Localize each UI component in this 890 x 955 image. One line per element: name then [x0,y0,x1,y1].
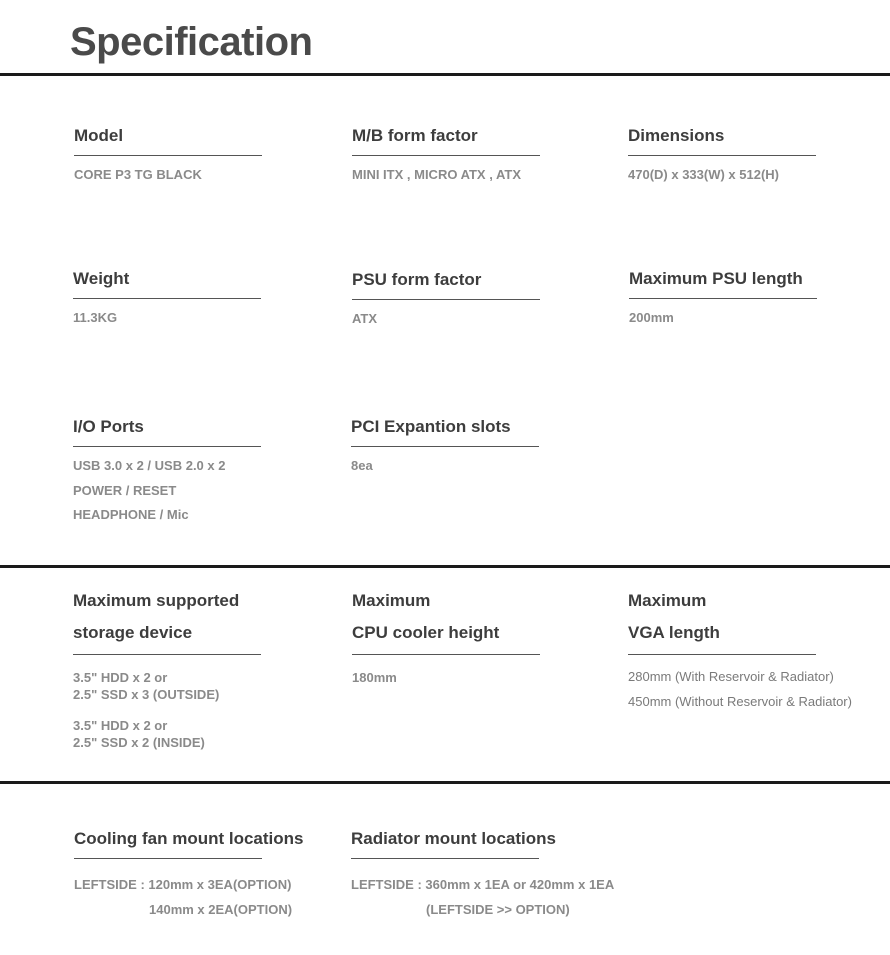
spec-label: VGA length [628,623,720,642]
label-underline [629,298,817,299]
label-underline [352,155,540,156]
spec-value: 450mm (Without Reservoir & Radiator) [628,693,852,709]
spec-value: 180mm [352,670,397,685]
spec-model [74,126,264,183]
spec-value: (LEFTSIDE >> OPTION) [426,901,570,917]
spec-label: PCI Expantion slots [351,417,511,436]
spec-value: 470(D) x 333(W) x 512(H) [628,167,779,182]
spec-value: USB 3.0 x 2 / USB 2.0 x 2 [73,458,226,473]
spec-max-psu-length [629,269,819,326]
label-underline [74,155,262,156]
spec-value: 3.5" HDD x 2 or [73,670,168,685]
spec-max-storage [73,585,263,751]
label-underline [628,654,816,655]
label-underline [351,446,539,447]
spec-max-cpu-cooler [352,585,542,686]
spec-mb-form-factor [352,126,542,183]
spec-pci-slots [351,417,541,474]
spec-weight [73,269,263,326]
label-underline [352,299,540,300]
spec-max-vga [628,585,852,714]
spec-psu-form-factor [352,270,542,327]
spec-value: CORE P3 TG BLACK [74,167,202,182]
spec-value: 11.3KG [73,310,118,325]
spec-value: LEFTSIDE : 360mm x 1EA or 420mm x 1EA [351,877,615,892]
label-underline [74,858,262,859]
label-underline [73,298,261,299]
spec-value: 2.5" SSD x 2 (INSIDE) [73,735,205,750]
spec-value: HEADPHONE / Mic [73,507,189,522]
spec-value: ATX [352,311,378,326]
spec-cooling-fan-mounts [74,829,304,922]
label-underline [73,654,261,655]
spec-dimensions [628,126,818,183]
spec-value: 140mm x 2EA(OPTION) [149,901,293,917]
spec-value: 8ea [351,458,373,473]
section-divider [0,781,890,784]
spec-label: M/B form factor [352,126,478,145]
spec-value: 200mm [629,310,674,325]
spec-label: PSU form factor [352,270,482,289]
spec-label: Maximum supported [73,591,240,610]
spec-value: MINI ITX , MICRO ATX , ATX [352,167,521,182]
spec-value: 3.5" HDD x 2 or [73,718,168,733]
spec-label: Maximum [628,591,707,610]
top-divider [0,73,890,76]
label-underline [628,155,816,156]
spec-label: Weight [73,269,130,288]
spec-value: POWER / RESET [73,482,177,498]
spec-radiator-mounts [351,829,615,922]
spec-label: Radiator mount locations [351,829,556,848]
label-underline [351,858,539,859]
page-title: Specification [70,20,313,64]
spec-label: Dimensions [628,126,725,145]
spec-label: Maximum [352,591,431,610]
section-divider [0,565,890,568]
spec-io-ports [73,417,263,528]
label-underline [352,654,540,655]
label-underline [73,446,261,447]
spec-label: Maximum PSU length [629,269,803,288]
spec-label: CPU cooler height [352,623,500,642]
spec-label: storage device [73,623,193,642]
spec-value: LEFTSIDE : 120mm x 3EA(OPTION) [74,877,292,892]
spec-label: Model [74,126,124,145]
spec-label: I/O Ports [73,417,144,436]
spec-label: Cooling fan mount locations [74,829,304,848]
spec-value: 2.5" SSD x 3 (OUTSIDE) [73,687,220,702]
spec-value: 280mm (With Reservoir & Radiator) [628,669,834,684]
